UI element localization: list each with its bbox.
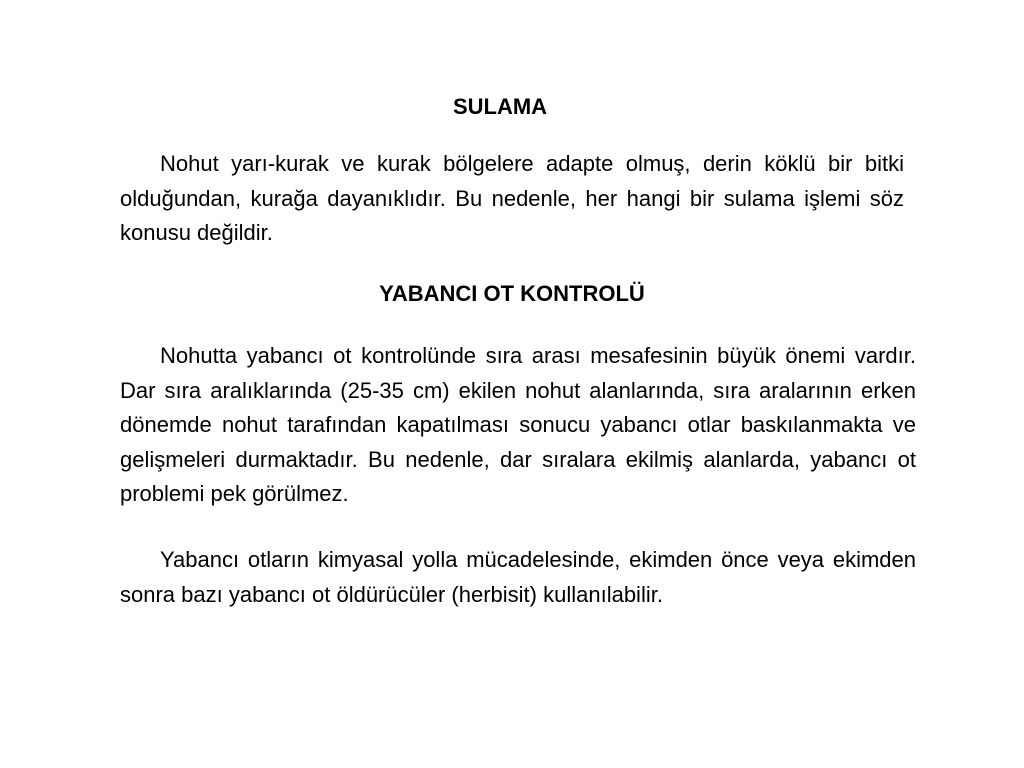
paragraph-yabanci-ot-2: Yabancı otların kimyasal yolla mücadelesinde, ekimden önce veya ekimden sonra bazı yabancı ot öldürücüler (herbisit) kullanılabilir. [120,547,916,607]
section-heading-sulama: SULAMA [452,94,548,119]
paragraph-sulama: Nohut yarı-kurak ve kurak bölgelere adapte olmuş, derin köklü bir bitki olduğundan, kurağa dayanıklıdır. Bu nedenle, her hangi bir sulama işlemi söz konusu değildir. [120,151,904,245]
paragraph-yabanci-ot-1: Nohutta yabancı ot kontrolünde sıra arası mesafesinin büyük önemi vardır. Dar sıra aralıklarında (25-35 cm) ekilen nohut alanlarında, sıra aralarının erken dönemde nohut tarafından kapatılması sonucu yabancı otlar baskılanmakta ve gelişmeleri durmaktadır. Bu nedenle, dar sıralara ekilmiş alanlarda, yabancı ot problemi pek görülmez. [120,343,916,506]
section-heading-yabanci-ot-kontrolu: YABANCI OT KONTROLÜ [379,281,645,306]
